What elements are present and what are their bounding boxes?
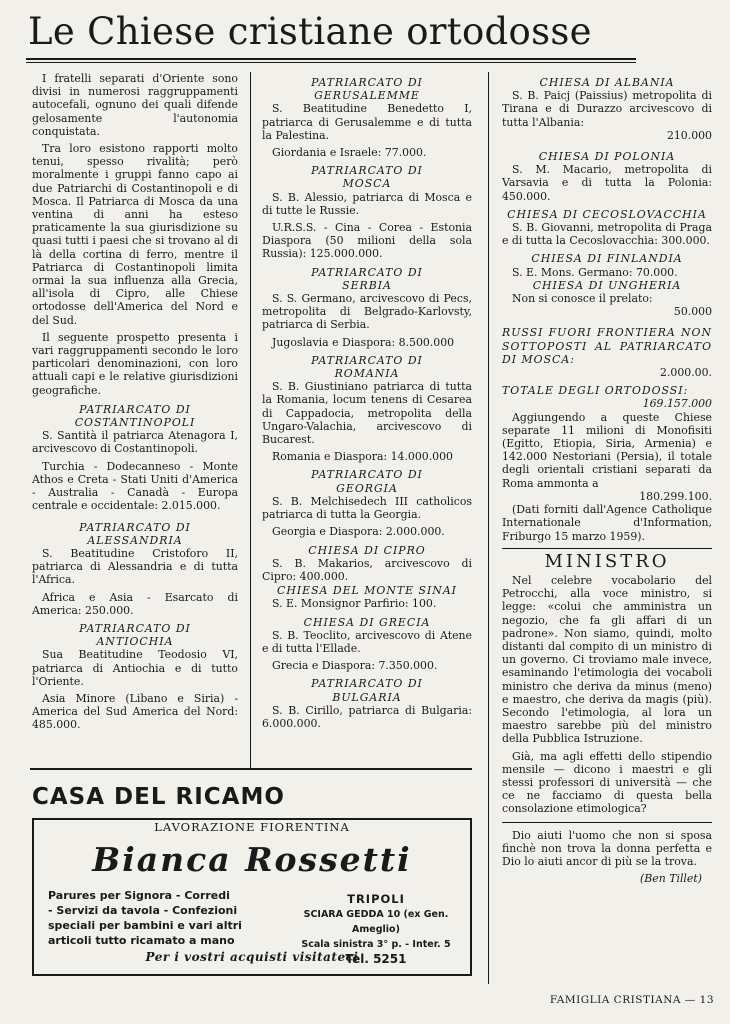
ad-service-line: - Servizi da tavola - Confezioni	[48, 904, 238, 917]
section-heading: PATRIARCATO DI	[311, 353, 423, 367]
totale-text: Aggiungendo a queste Chiese separate 11 milioni di Monofisiti (Egitto, Etiopia, Siria, Armenia) e 142.000 Nestoriani (Persia), il totale degli orientali cristiani separati da Roma ammonta a	[502, 410, 712, 490]
section-head-text: S. B. Melchisedech III catholicos patriarca di tutta la Georgia.	[262, 494, 472, 522]
section-ungheria	[502, 279, 712, 319]
section-albania	[502, 76, 712, 142]
section-heading: PATRIARCATO DI	[311, 677, 423, 691]
section-head-text: S. S. Germano, arcivescovo di Pecs, metropolita di Belgrado-Karlovsty, patriarca di Serbia.	[262, 292, 472, 332]
section-bulgaria	[262, 677, 472, 730]
ad-box	[32, 818, 472, 976]
section-heading: CHIESA DI GRECIA	[303, 615, 431, 629]
title-rule	[26, 58, 636, 60]
section-head-text: S. E. Mons. Germano: 70.000.	[512, 265, 678, 279]
section-heading: ANTIOCHIA	[96, 635, 174, 649]
section-area-text: Jugoslavia e Diaspora: 8.500.000	[272, 335, 455, 349]
section-area-text: U.R.S.S. - Cina - Corea - Estonia Diaspora (50 milioni della sola Russia): 125.000.000.	[262, 221, 472, 261]
section-head-text: S. B. Alessio, patriarca di Mosca e di tutte le Russie.	[262, 190, 472, 217]
section-head-text: Non si conosce il prelato:	[512, 292, 653, 306]
section-area-text: Giordania e Israele: 77.000.	[272, 146, 427, 160]
ad-shop-name: CASA DEL RICAMO	[32, 784, 285, 810]
section-finlandia	[502, 252, 712, 278]
section-head-text: S. Santità il patriarca Atenagora I, arcivescovo di Costantinopoli.	[32, 429, 238, 456]
section-area-text: Turchia - Dodecanneso - Monte Athos e Creta - Stati Uniti d'America - Australia - Canadà - Europa centrale e occidentale: 2.015.000.	[32, 459, 238, 513]
section-heading: PATRIARCATO DI	[79, 402, 191, 416]
section-cipro	[262, 544, 472, 584]
section-heading: ROMANIA	[334, 367, 400, 381]
intro-paragraph-2: Tra loro esistono rapporti molto tenui, spesso rivalità; però moralmente i gruppi fanno capo ai due Patriarchi di Costantinopoli e di Mosca. Il Patriarca di Mosca da una ventina di anni ha esteso praticamente la sua giurisdizione su quasi tutti i paesi che si trovano al di là della cortina di ferro, mentre il Patriarca di Costantinopoli limita ormai la sua influenza alla Grecia, all'isola di Cipro, alle Chiese ortodosse dell'America del Nord e del Sud.	[32, 142, 238, 327]
section-heading: CHIESA DI UNGHERIA	[532, 278, 682, 292]
page-footer: FAMIGLIA CRISTIANA — 13	[549, 994, 714, 1006]
section-heading: PATRIARCATO DI	[311, 468, 423, 482]
section-grecia	[262, 616, 472, 673]
section-area-text: Grecia e Diaspora: 7.350.000.	[272, 659, 438, 673]
section-heading: GEORGIA	[336, 481, 398, 495]
section-head-text: S. B. Makarios, arcivescovo di Cipro: 400.000.	[262, 556, 472, 583]
section-heading: CHIESA DI CECOSLOVACCHIA	[507, 207, 707, 221]
section-area-text: Romania e Diaspora: 14.000.000	[272, 450, 453, 464]
quote-text: Dio aiuti l'uomo che non si sposa finchè non trova la donna perfetta e Dio lo aiuti ancor di più se la trova.	[502, 828, 712, 868]
section-heading: CHIESA DI ALBANIA	[539, 76, 675, 89]
intro-paragraph-3: Il seguente prospetto presenta i vari raggruppamenti secondo le loro particolari denominazioni, con loro attuali capi e le relative giurisdizioni geografiche.	[32, 330, 238, 397]
section-cecoslovacchia	[502, 208, 712, 248]
ministro-rule	[502, 548, 712, 549]
ad-city: TRIPOLI	[347, 892, 405, 906]
section-heading: COSTANTINOPOLI	[74, 416, 196, 430]
section-head-text: S. Beatitudine Cristoforo II, patriarca di Alessandria e di tutta l'Africa.	[32, 546, 238, 587]
ad-footer-slogan: Per i vostri acquisti visitateci	[145, 950, 359, 964]
section-antiochia	[32, 622, 238, 732]
column-3	[502, 76, 712, 885]
section-alessandria	[32, 521, 238, 617]
section-head-text: S. B. Giovanni, metropolita di Praga e di tutta la Cecoslovacchia: 300.000.	[502, 221, 712, 248]
section-heading: ALESSANDRIA	[87, 533, 183, 547]
section-heading: MOSCA	[342, 177, 392, 191]
section-totale	[502, 384, 712, 542]
intro-paragraph-1: I fratelli separati d'Oriente sono divisi in numerosi raggruppamenti autocefali, ognuno dei quali difende gelosamente l'autonomia conquistata.	[32, 72, 238, 138]
ministro-heading: MINISTRO	[544, 550, 670, 572]
ad-service-line: Parures per Signora - Corredi	[48, 889, 230, 902]
ad-address-line: Scala sinistra 3° p. - Inter. 5	[301, 939, 451, 950]
column-divider	[488, 72, 489, 984]
section-head-text: S. B. Paicj (Paissius) metropolita di Tirana e di Durazzo arcivescovo di tutta l'Albania:	[502, 89, 712, 129]
section-number: 180.299.100.	[639, 489, 712, 503]
section-area-text: Asia Minore (Libano e Siria) - America del Sud America del Nord: 485.000.	[32, 691, 238, 732]
section-russi	[502, 326, 712, 379]
page-title: Le Chiese cristiane ortodosse	[28, 10, 592, 53]
section-head-text: Sua Beatitudine Teodosio VI, patriarca di Antiochia e di tutto l'Oriente.	[32, 648, 238, 688]
section-number: 210.000	[666, 128, 712, 142]
section-head-text: S. E. Monsignor Parfirio: 100.	[272, 597, 437, 611]
section-heading: PATRIARCATO DI	[79, 621, 191, 635]
section-costantinopoli	[32, 403, 238, 513]
section-number: 2.000.00.	[660, 366, 712, 380]
section-mosca	[262, 164, 472, 260]
advertisement	[30, 770, 470, 975]
section-heading: CHIESA DI CIPRO	[308, 543, 426, 557]
section-head-text: S. M. Macario, metropolita di Varsavia e di tutta la Polonia: 450.000.	[502, 163, 712, 203]
ministro-paragraph-1: Nel celebre vocabolario del Petrocchi, alla voce ministro, si legge: «colui che amministra un negozio, che fa gli affari di un padrone». Non siamo, quindi, molto distanti dal compito di un ministro di un governo. Ci troviamo male invece, esaminando l'etimologia dei vocaboli ministro che deriva da minus (meno) e maestro, che deriva da magis (più). Secondo l'etimologia, al lora un maestro sarebbe più del ministro della Pubblica Istruzione.	[502, 573, 712, 746]
column-divider	[250, 72, 251, 768]
section-head-text: S. B. Giustiniano patriarca di tutta la Romania, locum tenens di Cesarea di Cappadocia, metropolita della Ungaro-Valachia, arcivescovo di Bucarest.	[262, 380, 472, 447]
section-polonia	[502, 150, 712, 203]
section-romania	[262, 354, 472, 464]
section-heading: TOTALE DEGLI ORTODOSSI:	[502, 384, 689, 398]
quote-rule	[502, 822, 712, 823]
column-1	[32, 72, 238, 737]
ad-phone: Tel. 5251	[345, 952, 407, 966]
section-gerusalemme	[262, 76, 472, 159]
section-head-text: S. Beatitudine Benedetto I, patriarca di Gerusalemme e di tutta la Palestina.	[262, 102, 472, 142]
section-number: 169.157.000	[642, 397, 712, 411]
section-heading: SERBIA	[342, 278, 392, 292]
section-head-text: S. B. Cirillo, patriarca di Bulgaria: 6.000.000.	[262, 703, 472, 730]
section-head-text: S. B. Teoclito, arcivescovo di Atene e di tutta l'Ellade.	[262, 628, 472, 655]
section-area-text: Georgia e Diaspora: 2.000.000.	[272, 525, 445, 539]
section-area-text: Africa e Asia - Esarcato di America: 250.000.	[32, 590, 238, 617]
section-heading: PATRIARCATO DI	[311, 164, 423, 178]
section-number: 50.000	[673, 305, 712, 319]
section-sinai	[262, 584, 472, 610]
ministro-paragraph-2: Già, ma agli effetti dello stipendio mensile — dicono i maestri e gli stessi professori di università — che ce ne facciamo di questa bella consolazione etimologica?	[502, 749, 712, 816]
ad-subtitle: LAVORAZIONE FIORENTINA	[154, 820, 350, 834]
ad-service-line: speciali per bambini e vari altri	[48, 919, 242, 932]
section-heading: CHIESA DI POLONIA	[538, 150, 676, 164]
section-georgia	[262, 468, 472, 538]
section-heading: PATRIARCATO DI	[79, 520, 191, 534]
section-heading: BULGARIA	[332, 690, 402, 704]
source-note: (Dati forniti dall'Agence Catholique Internationale d'Information, Friburgo 15 marzo 1959).	[502, 503, 712, 543]
section-heading: RUSSI FUORI FRONTIERA NON SOTTOPOSTI AL PATRIARCATO DI MOSCA:	[502, 326, 712, 366]
ad-services	[48, 888, 242, 948]
title-rule-thin	[26, 62, 636, 63]
ad-address-line: SCIARA GEDDA 10 (ex Gen. Ameglio)	[303, 909, 449, 935]
section-heading: GERUSALEMME	[314, 89, 420, 103]
column-2	[262, 76, 472, 735]
ad-brand-name: Bianca Rossetti	[92, 840, 412, 879]
section-heading: CHIESA DEL MONTE SINAI	[277, 584, 457, 598]
ad-service-line: articoli tutto ricamato a mano	[48, 934, 235, 947]
quote-author: (Ben Tillet)	[640, 872, 702, 886]
section-heading: PATRIARCATO DI	[311, 265, 423, 279]
section-heading: CHIESA DI FINLANDIA	[531, 252, 683, 266]
section-serbia	[262, 266, 472, 349]
section-heading: PATRIARCATO DI	[311, 76, 423, 89]
